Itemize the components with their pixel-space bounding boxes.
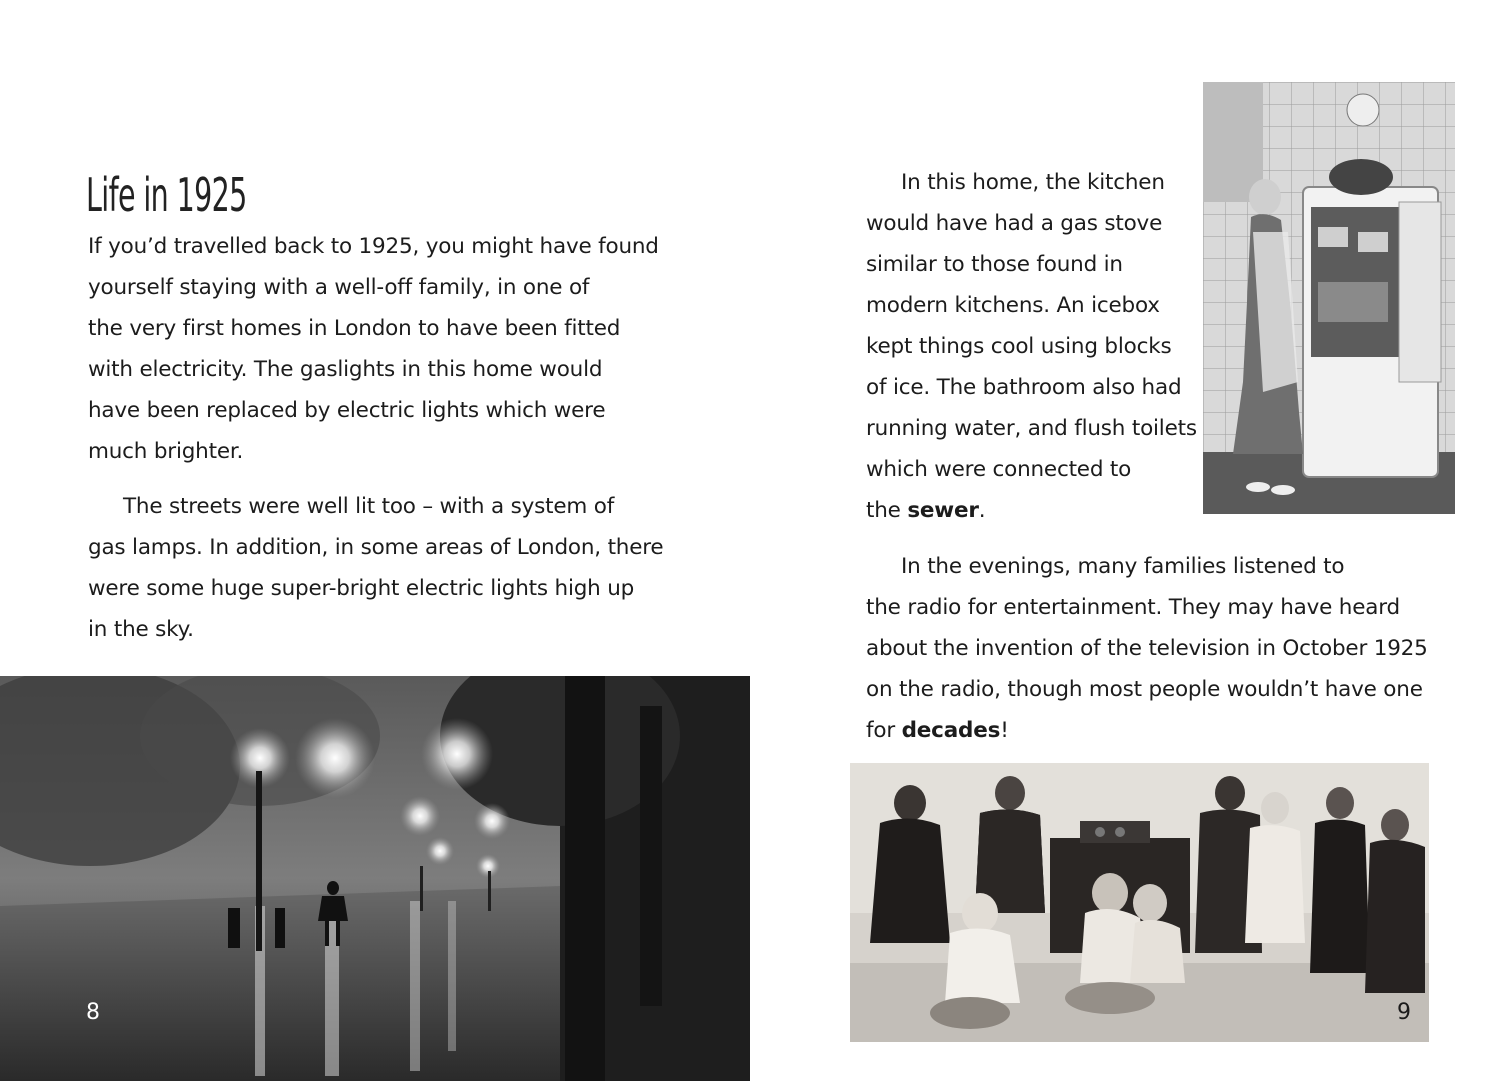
right-para1-line: would have had a gas stove [866, 211, 1163, 236]
right-para1-line: In this home, the kitchen [901, 170, 1165, 195]
line-text: ! [1000, 718, 1009, 743]
right-para1-line: running water, and flush toilets [866, 416, 1197, 441]
right-para2-line: In the evenings, many families listened to [901, 554, 1345, 579]
right-para1-last-line [866, 496, 985, 526]
left-para2-line: in the sky. [88, 617, 194, 642]
right-para2-line: on the radio, though most people wouldn’t have one [866, 677, 1423, 702]
page-title: Life in 1925 [86, 168, 247, 222]
left-para1-line: with electricity. The gaslights in this home would [88, 357, 603, 382]
page-number-left: 8 [86, 1000, 100, 1025]
right-para2-line: about the invention of the television in October 1925 [866, 636, 1428, 661]
left-para1-line: If you’d travelled back to 1925, you might have found [88, 234, 659, 259]
line-text: the [866, 498, 908, 523]
right-para1-line: which were connected to [866, 457, 1132, 482]
street-photo [0, 676, 750, 1081]
right-para1-line: modern kitchens. An icebox [866, 293, 1160, 318]
left-para1-line: much brighter. [88, 439, 244, 464]
right-para2-line: the radio for entertainment. They may have heard [866, 595, 1400, 620]
kitchen-photo [1203, 82, 1455, 514]
page-number-right: 9 [1397, 1000, 1411, 1025]
line-text: for [866, 718, 902, 743]
left-para2-line: The streets were well lit too – with a system of [123, 494, 615, 519]
left-para2-line: gas lamps. In addition, in some areas of London, there [88, 535, 664, 560]
radio-photo [850, 763, 1429, 1042]
right-para1-line: kept things cool using blocks [866, 334, 1172, 359]
right-para2-last-line [866, 716, 1009, 746]
right-para1-line: of ice. The bathroom also had [866, 375, 1182, 400]
left-para1-line: have been replaced by electric lights which were [88, 398, 606, 423]
left-para2-line: were some huge super-bright electric lights high up [88, 576, 635, 601]
left-para1-line: yourself staying with a well-off family, in one of [88, 275, 590, 300]
glossary-term-sewer: sewer [907, 498, 979, 523]
left-para1-line: the very first homes in London to have been fitted [88, 316, 621, 341]
right-para1-line: similar to those found in [866, 252, 1123, 277]
glossary-term-decades: decades [901, 718, 1001, 743]
line-text: . [978, 498, 986, 523]
